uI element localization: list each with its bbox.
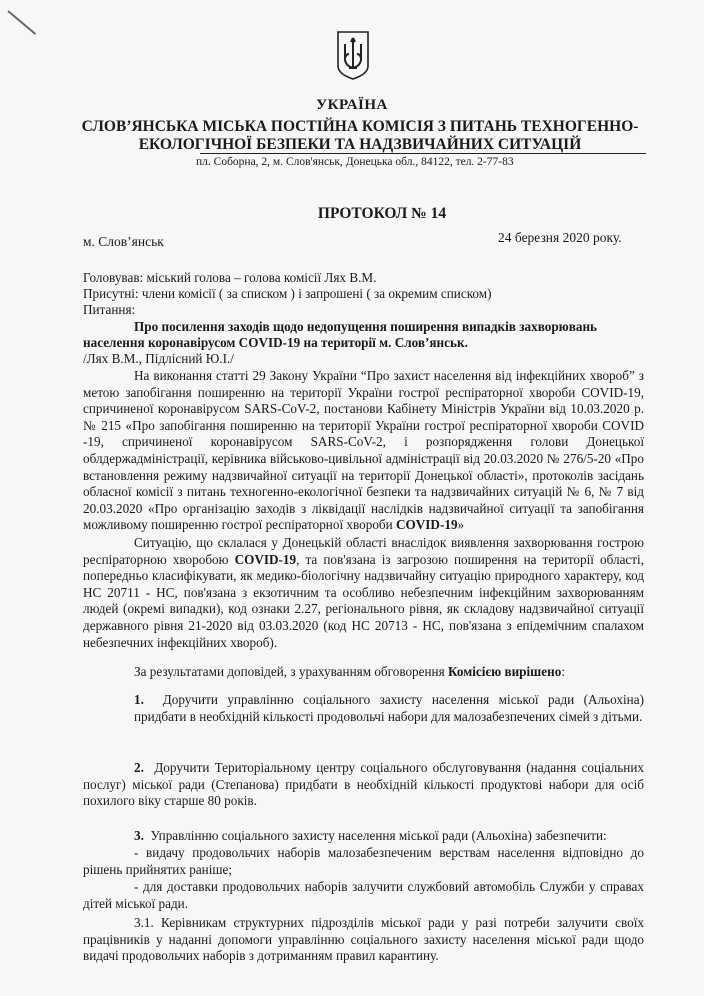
- header-divider: [200, 153, 646, 154]
- situation-text-a: Ситуацію, що склалася у Донецькій області внаслідок виявлення захворювання гострою респіраторною хворобою: [83, 535, 644, 567]
- protocol-city: м. Слов’янськ: [83, 234, 164, 249]
- decision-intro-text: За результатами доповідей, з урахуванням обговорення: [134, 664, 445, 679]
- item-2-number: 2.: [134, 760, 144, 775]
- decision-heading: Комісією вирішено: [447, 664, 562, 679]
- covid-term: COVID-19: [234, 551, 297, 567]
- organization-name-line2: ЕКОЛОГІЧНОЇ БЕЗПЕКИ ТА НАДЗВИЧАЙНИХ СИТУАЦІЙ: [138, 136, 582, 153]
- item-1-number: 1.: [134, 692, 144, 707]
- item-3-1: 3.1. Керівникам структурних підрозділів міської ради у разі потреби залучити своїх працівників у наданні допомоги управлінню соціального захисту населення міської ради щодо видачі продовольчих наборів з дотриманням правил карантину.: [83, 915, 644, 964]
- trident-emblem-icon: [336, 30, 370, 80]
- situation-text-b: , та пов'язана із загрозою поширення на території області, попередньо класифікувати, як медико-біологічну надзвичайну ситуацію природного характеру, код НС 20711 - НС, пов'язана з екзотичним та особливо небезпечним інфекційним захворюванням людей (окремі випадки), код ознаки 2.27, регіонального рівня, як складову надзвичайної ситуації державного рівня 21-2020 від 03.03.2020 (код НС 20713 - НС, пов'язана з епідемічним спалахом небезпечних інфекційних хвороб).: [83, 551, 644, 650]
- paragraph-situation: [83, 535, 644, 651]
- item-3-dash-1: - видачу продовольчих наборів малозабезпеченим верствам населення відповідно до рішень прийнятих раніше;: [83, 845, 644, 877]
- item-2-text: Доручити Територіальному центру соціального обслуговування (надання соціальних послуг) міської ради (Степанова) придбати в необхідній кількості продуктові набори для осіб похилого віку старше 80 років.: [83, 760, 644, 809]
- speakers: /Лях В.М., Підлісний Ю.І./: [83, 351, 234, 366]
- present-members: Присутні: члени комісії ( за списком ) і запрошені ( за окремим списком): [83, 286, 492, 301]
- chaired-by: Головував: міський голова – голова комісії Лях В.М.: [83, 270, 377, 285]
- organization-name-line1: СЛОВ’ЯНСЬКА МІСЬКА ПОСТІЙНА КОМІСІЯ З ПИТАНЬ ТЕХНОГЕННО-: [81, 118, 639, 135]
- closing-quote: »: [457, 517, 465, 533]
- item-1: [134, 692, 644, 725]
- item-3-number: 3.: [134, 828, 144, 843]
- scan-pen-mark: [7, 10, 36, 35]
- item-3-text: Управлінню соціального захисту населення міської ради (Альохіна) забезпечити:: [150, 828, 607, 843]
- item-3: [134, 828, 607, 844]
- covid-term: COVID-19: [396, 517, 458, 533]
- item-2: [83, 760, 644, 810]
- item-3-dash-2: - для доставки продовольчих наборів залучити службовий автомобіль Служби у справах дітей міської ради.: [83, 879, 644, 911]
- decision-intro: [134, 664, 565, 680]
- decision-colon: :: [561, 664, 566, 679]
- organization-address: пл. Соборна, 2, м. Слов'янськ, Донецька обл., 84122, тел. 2-77-83: [196, 156, 514, 168]
- protocol-date: 24 березня 2020 року.: [498, 230, 622, 245]
- question-title-line2: населення коронавірусом COVID-19 на території м. Слов’янськ.: [83, 335, 468, 350]
- question-label: Питання:: [83, 302, 136, 317]
- paragraph-legal-basis: [83, 368, 644, 534]
- paragraph-legal-basis-text: На виконання статті 29 Закону України “Про захист населення від інфекційних хвороб” з метою запобігання поширенню на території України гострої респіраторної хвороби COVID-19, спричиненої коронавірусом SARS-CoV-2, постанови Кабінету Міністрів України від 10.03.2020 р. № 215 «Про запобігання поширенню на території України гострої респіраторної хвороби COVID -19, спричиненої коронавірусом SARS-CoV-2, і розпорядження голови Донецької облдержадміністрації, керівника військово-цивільної адміністрації від 20.03.2020 № 276/5-20 «Про встановлення режиму надзвичайної ситуації на території Донецької області», протоколів засідань обласної комісії з питань техногенно-екологічної безпеки та надзвичайних ситуацій № 6, № 7 від 20.03.2020 «Про організацію заходів з ліквідації наслідків надзвичайної ситуації та запобігання можливому поширенню гострої респіраторної хвороби: [83, 368, 644, 533]
- question-title-line1: Про посилення заходів щодо недопущення поширення випадків захворювань: [134, 319, 598, 334]
- item-1-text: Доручити управлінню соціального захисту населення міської ради (Альохіна) придбати в необхідній кількості продовольчі набори для малозабезпечених сімей з дітьми.: [134, 692, 644, 724]
- protocol-title: ПРОТОКОЛ № 14: [317, 205, 447, 222]
- country-name: УКРАЇНА: [316, 97, 388, 113]
